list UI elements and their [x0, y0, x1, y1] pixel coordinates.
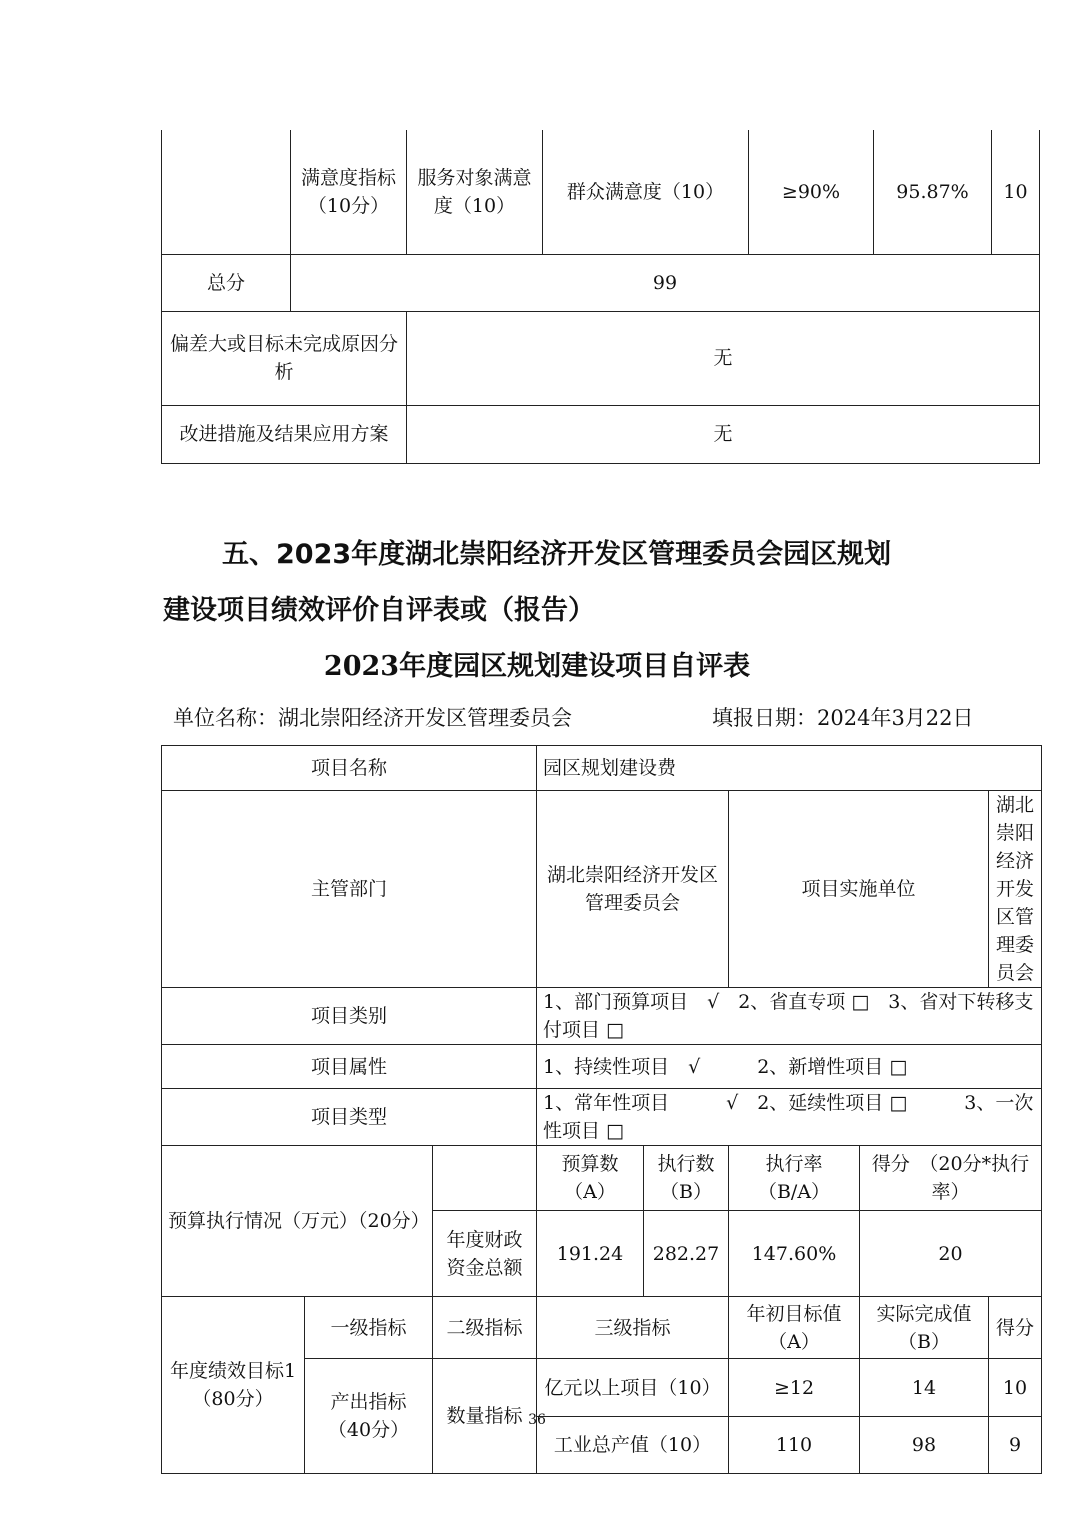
- table-title: 2023年度园区规划建设项目自评表: [323, 651, 751, 682]
- project-name-value: 园区规划建设费: [537, 746, 1042, 791]
- attribute-label: 项目属性: [162, 1045, 537, 1089]
- level1-indicator-cell: 满意度指标（10分）: [291, 130, 407, 254]
- unit-name: 单位名称：湖北崇阳经济开发区管理委员会: [173, 706, 572, 730]
- section-heading-line1: 五、2023年度湖北崇阳经济开发区管理委员会园区规划: [222, 539, 892, 570]
- blank-cell: [162, 130, 291, 254]
- deviation-reason-value: 无: [407, 311, 1040, 405]
- type-value: 1、常年性项目 √ 2、延续性项目 □ 3、一次性项目 □: [537, 1089, 1042, 1146]
- improvement-plan-label: 改进措施及结果应用方案: [162, 405, 407, 463]
- level3-indicator-cell: 工业总产值（10）: [537, 1417, 729, 1474]
- total-score-label: 总分: [162, 254, 291, 311]
- perf-header-cell: 得分: [989, 1297, 1042, 1359]
- blank-cell: [433, 1146, 537, 1211]
- target-value-cell: ≥12: [729, 1359, 860, 1417]
- impl-unit-value: 湖北崇阳经济开发区管理委员会: [989, 791, 1042, 988]
- score-cell: 10: [992, 130, 1040, 254]
- report-date: 填报日期：2024年3月22日: [712, 706, 974, 730]
- target-value-cell: 110: [729, 1417, 860, 1474]
- impl-unit-label: 项目实施单位: [729, 791, 989, 988]
- category-value: 1、部门预算项目 √ 2、省直专项 □ 3、省对下转移支付项目 □: [537, 988, 1042, 1045]
- budget-execution-label: 预算执行情况（万元）（20分）: [162, 1146, 433, 1297]
- actual-value-cell: 95.87%: [874, 130, 992, 254]
- perf-header-cell: 二级指标: [433, 1297, 537, 1359]
- perf-header-cell: 年初目标值（A）: [729, 1297, 860, 1359]
- dept-value: 湖北崇阳经济开发区管理委员会: [537, 791, 729, 988]
- quantity-indicator-label: 数量指标: [433, 1359, 537, 1474]
- budget-header-cell: 执行数（B）: [644, 1146, 729, 1211]
- target-value-cell: ≥90%: [749, 130, 874, 254]
- type-label: 项目类型: [162, 1089, 537, 1146]
- evaluation-continuation-table: [161, 130, 1040, 464]
- budget-value-cell: 20: [860, 1211, 1042, 1297]
- self-evaluation-table: [161, 745, 1042, 1474]
- score-cell: 10: [989, 1359, 1042, 1417]
- level3-indicator-cell: 亿元以上项目（10）: [537, 1359, 729, 1417]
- output-indicator-label: 产出指标（40分）: [305, 1359, 433, 1474]
- section-heading-line2: 建设项目绩效评价自评表或（报告）: [163, 595, 595, 626]
- total-score-value: 99: [291, 254, 1040, 311]
- budget-value-cell: 147.60%: [729, 1211, 860, 1297]
- project-name-label: 项目名称: [162, 746, 537, 791]
- level3-indicator-cell: 群众满意度（10）: [543, 130, 749, 254]
- deviation-reason-label: 偏差大或目标未完成原因分析: [162, 311, 407, 405]
- budget-header-cell: 预算数（A）: [537, 1146, 644, 1211]
- perf-header-cell: 三级指标: [537, 1297, 729, 1359]
- level2-indicator-cell: 服务对象满意度（10）: [407, 130, 543, 254]
- perf-header-cell: 一级指标: [305, 1297, 433, 1359]
- improvement-plan-value: 无: [407, 405, 1040, 463]
- attribute-value: 1、持续性项目 √ 2、新增性项目 □: [537, 1045, 1042, 1089]
- score-cell: 9: [989, 1417, 1042, 1474]
- budget-value-cell: 191.24: [537, 1211, 644, 1297]
- budget-value-cell: 282.27: [644, 1211, 729, 1297]
- category-label: 项目类别: [162, 988, 537, 1045]
- actual-value-cell: 14: [860, 1359, 989, 1417]
- dept-label: 主管部门: [162, 791, 537, 988]
- actual-value-cell: 98: [860, 1417, 989, 1474]
- budget-header-cell: 得分 （20分*执行率）: [860, 1146, 1042, 1211]
- page-number: 36: [528, 1412, 546, 1428]
- budget-header-cell: 执行率（B/A）: [729, 1146, 860, 1211]
- performance-goal-label: 年度绩效目标1（80分）: [162, 1297, 305, 1474]
- perf-header-cell: 实际完成值（B）: [860, 1297, 989, 1359]
- budget-row-label: 年度财政资金总额: [433, 1211, 537, 1297]
